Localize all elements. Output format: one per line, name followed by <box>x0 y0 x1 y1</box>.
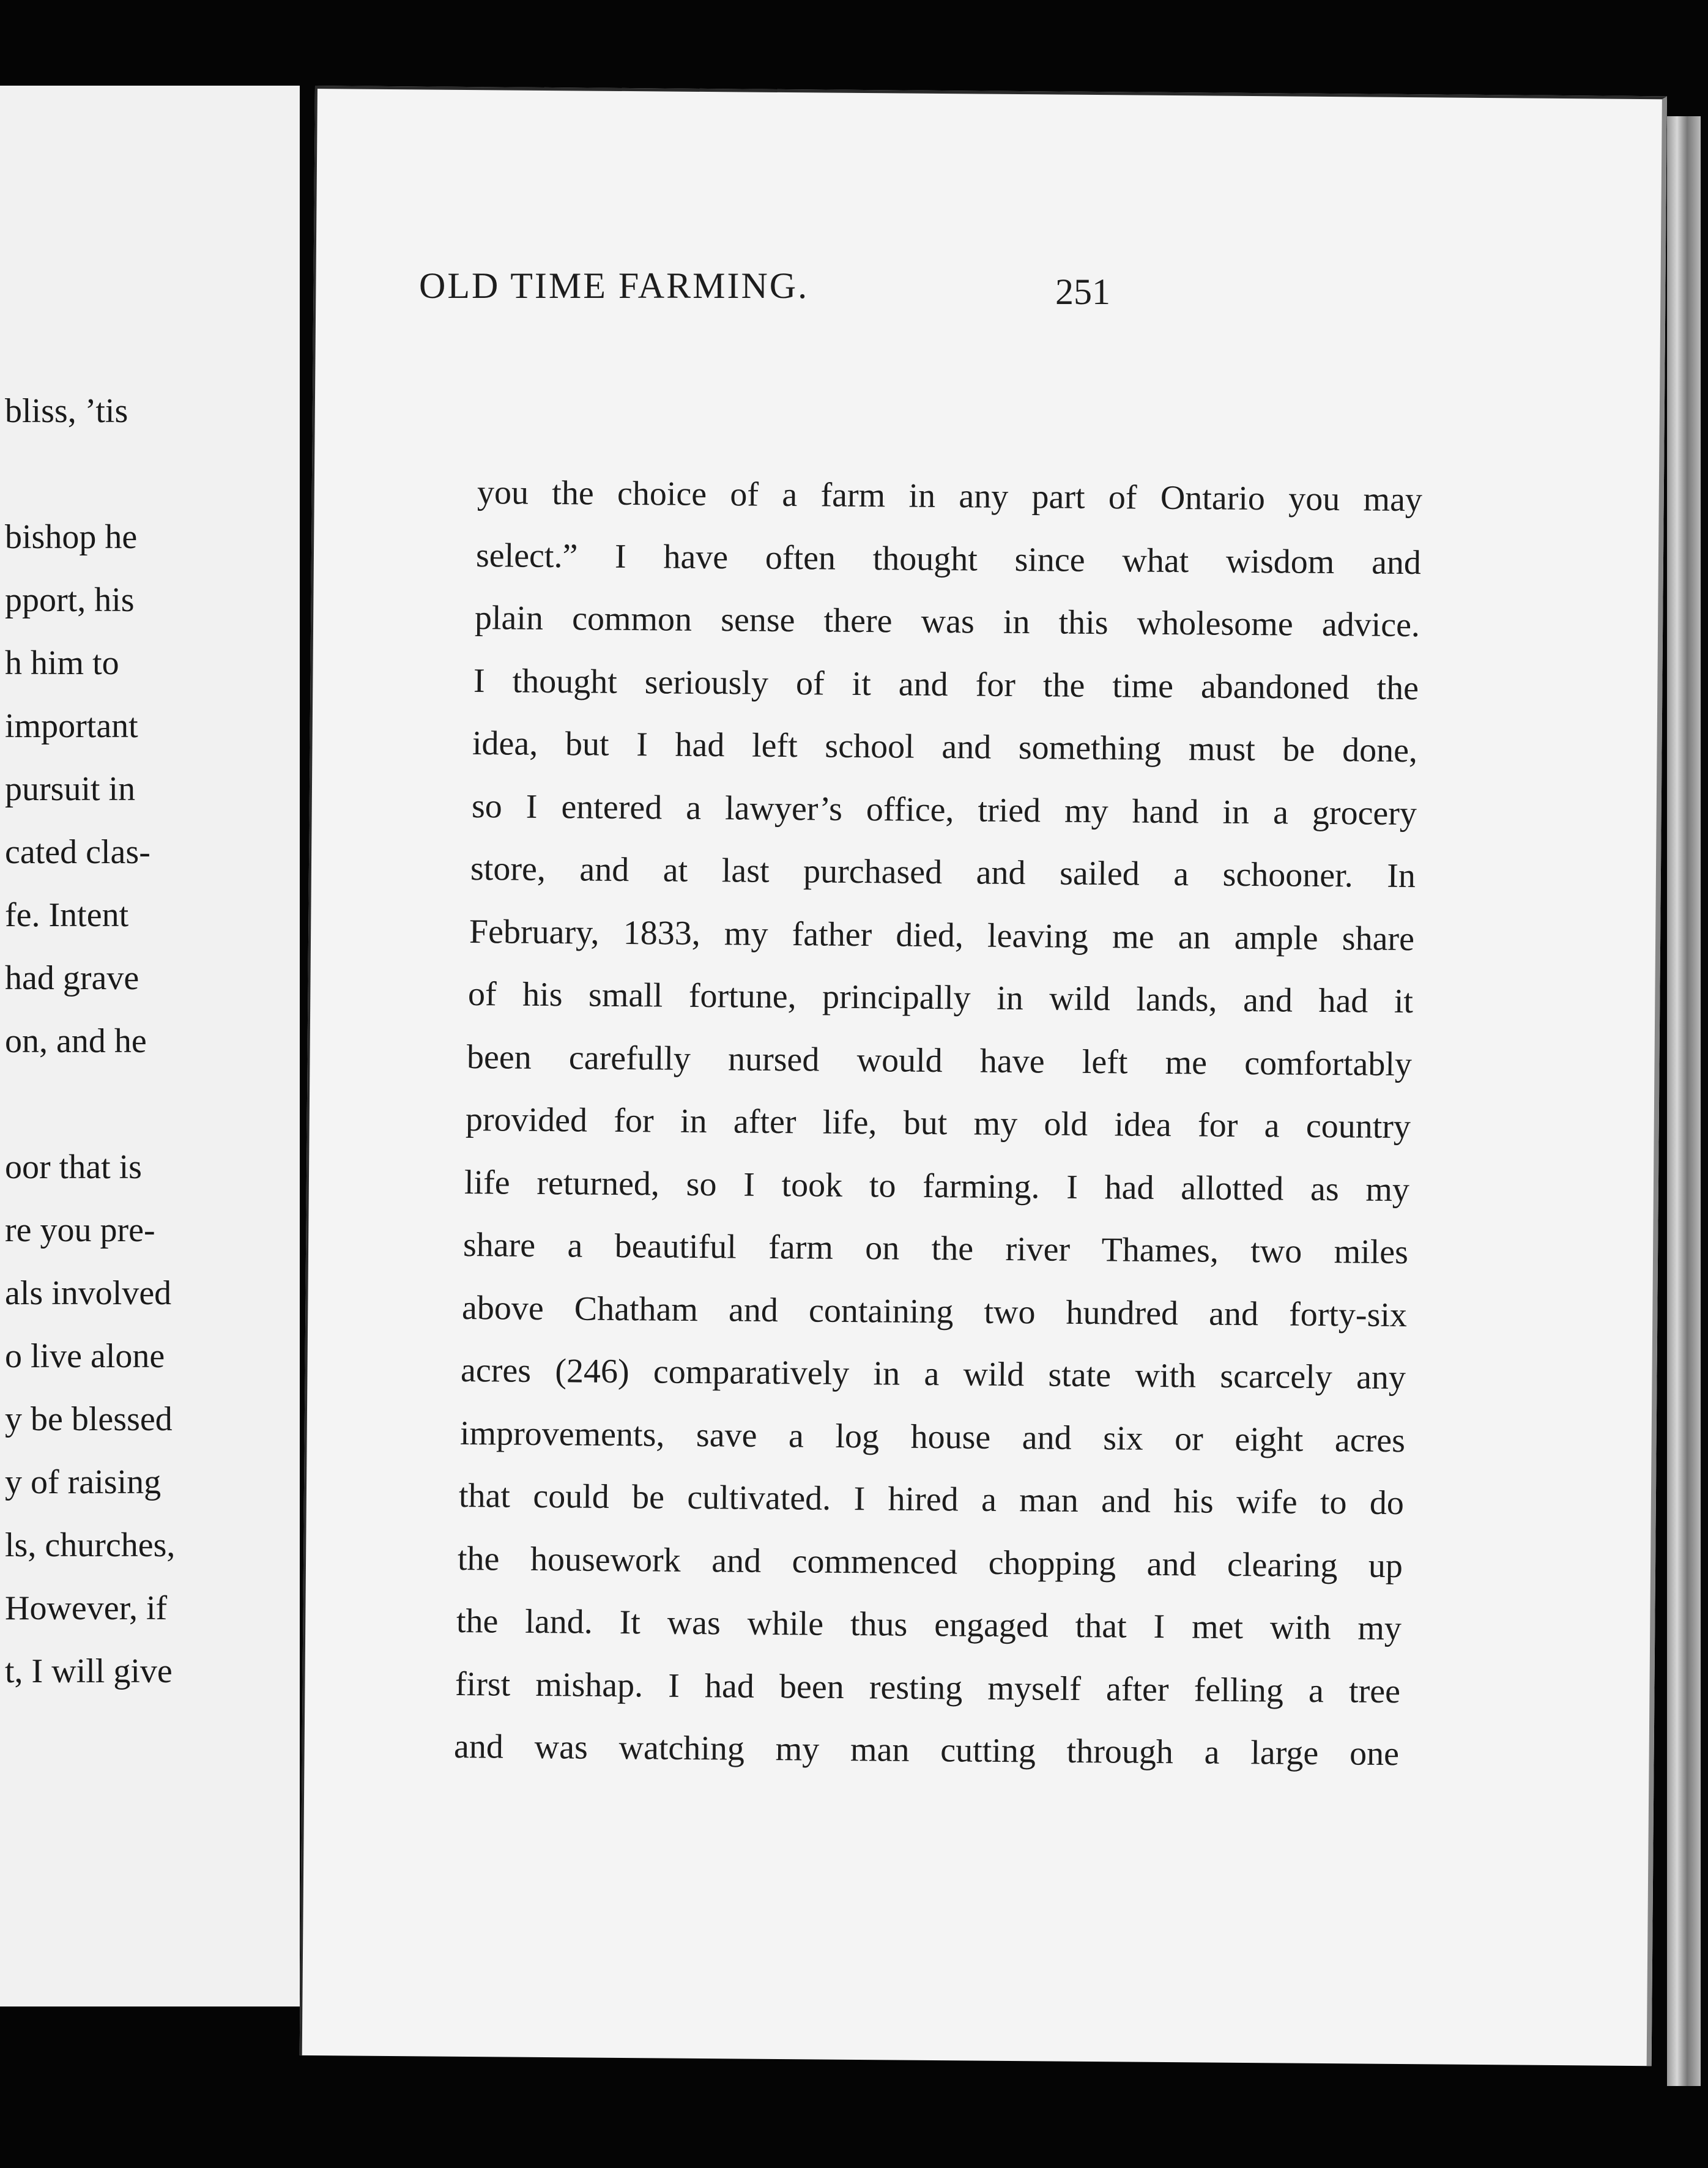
left-page-line: cated clas- <box>5 833 150 871</box>
left-page-line: had grave <box>5 959 139 997</box>
body-text-line: above Chatham and containing two hundred and forty-six <box>462 1288 1408 1334</box>
running-head: OLD TIME FARMING. <box>419 265 809 306</box>
body-text-line: I thought seriously of it and for the time abandoned the <box>473 661 1419 707</box>
body-text-line: you the choice of a farm in any part of Ontario you may <box>477 473 1423 519</box>
body-text-line: and was watching my man cutting through a large one <box>453 1728 1400 1773</box>
left-page-line: pursuit in <box>5 770 136 808</box>
left-page-line: on, and he <box>5 1022 147 1060</box>
left-page-line: bliss, ’tis <box>5 392 128 430</box>
body-text-line: life returned, so I took to farming. I had allotted as my <box>464 1163 1410 1209</box>
left-page-line: o live alone <box>5 1337 165 1375</box>
body-text-line: of his small fortune, principally in wild lands, and had it <box>467 975 1413 1021</box>
body-text-line: been carefully nursed would have left me comfortably <box>466 1038 1413 1083</box>
body-text-line: share a beautiful farm on the river Thames, two miles <box>462 1226 1409 1272</box>
left-page-line: However, if <box>5 1589 168 1627</box>
body-text-line: February, 1833, my father died, leaving me an ample share <box>469 912 1414 958</box>
body-text-line: acres (246) comparatively in a wild state with scarcely any <box>461 1351 1406 1397</box>
left-page-line: ls, churches, <box>5 1526 176 1564</box>
body-text-line: idea, but I had left school and something must be done, <box>472 724 1418 770</box>
left-page <box>0 86 300 2007</box>
left-page-line: important <box>5 707 138 745</box>
body-text-line: store, and at last purchased and sailed a schooner. In <box>470 850 1416 896</box>
page-number: 251 <box>1055 272 1110 312</box>
body-text-line: select.” I have often thought since what wisdom and <box>475 536 1422 582</box>
left-page-line: t, I will give <box>5 1652 173 1690</box>
left-page-line: pport, his <box>5 581 135 619</box>
left-page-line: y of raising <box>5 1463 162 1501</box>
body-text-line: improvements, save a log house and six or eight acres <box>459 1414 1405 1460</box>
body-text-line: the land. It was while thus engaged that I met with my <box>456 1602 1402 1648</box>
left-page-line: y be blessed <box>5 1400 173 1438</box>
left-page-line: h him to <box>5 644 119 682</box>
body-text-line: that could be cultivated. I hired a man and his wife to do <box>458 1477 1404 1523</box>
body-text-line: first mishap. I had been resting myself after felling a tree <box>455 1665 1401 1710</box>
body-text-line: plain common sense there was in this wholesome advice. <box>474 599 1420 645</box>
left-page-line: als involved <box>5 1274 172 1312</box>
body-text-line: so I entered a lawyer’s office, tried my hand in a grocery <box>471 787 1417 833</box>
left-page-line: oor that is <box>5 1148 142 1186</box>
left-page-line: re you pre- <box>5 1211 155 1249</box>
left-page-line: fe. Intent <box>5 896 129 934</box>
body-text-line: the housework and commenced chopping and clearing up <box>457 1539 1403 1585</box>
left-page-line: bishop he <box>5 518 138 556</box>
body-text-line: provided for in after life, but my old idea for a country <box>465 1101 1411 1146</box>
page-edge <box>1667 116 1701 2086</box>
